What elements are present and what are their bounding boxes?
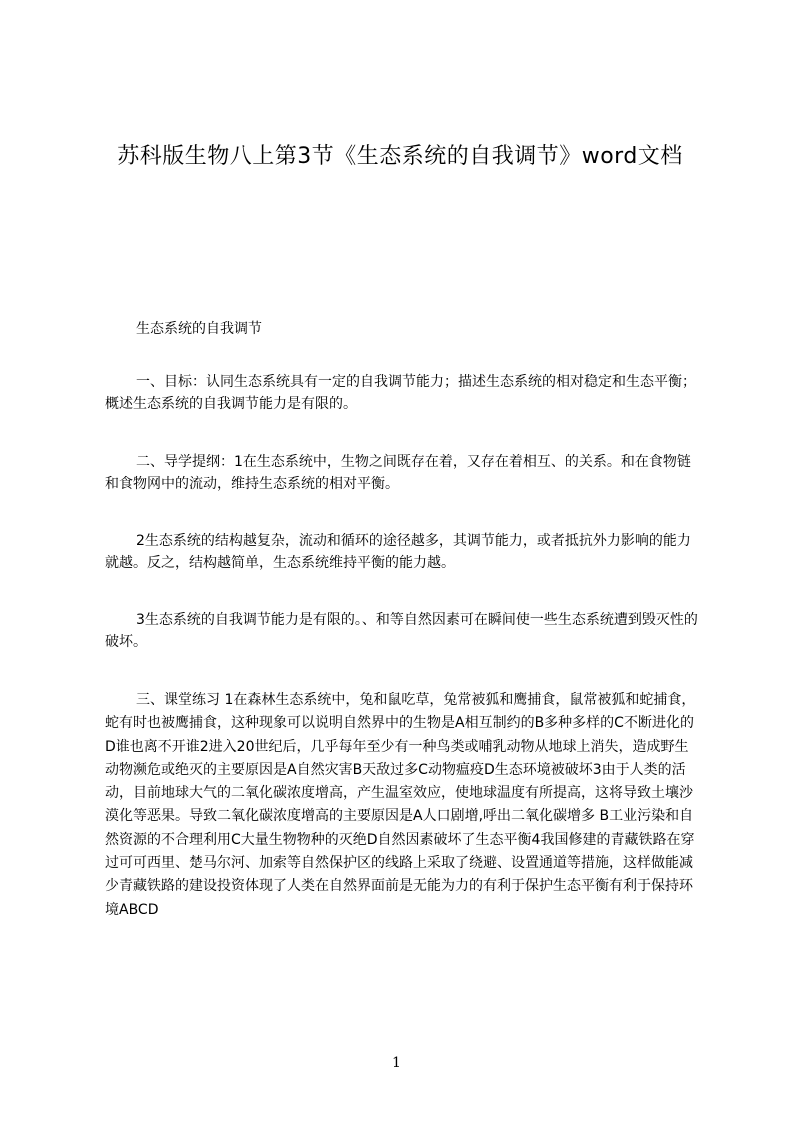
page-number: 1: [392, 1055, 401, 1071]
outline-item-3: 3生态系统的自我调节能力是有限的。、和等自然因素可在瞬间使一些生态系统遭到毁灭性的破坏。: [105, 612, 698, 650]
document-title: 苏科版生物八上第3节《生态系统的自我调节》word文档: [117, 144, 683, 169]
section-heading: 生态系统的自我调节: [136, 321, 262, 337]
outline-paragraph: 二、导学提纲：1在生态系统中，生物之间既存在着，又存在着相互、的关系。和在食物链和食物网中的流动，维持生态系统的相对平衡。: [105, 454, 691, 492]
outline-item-2: 2生态系统的结构越复杂，流动和循环的途径越多，其调节能力，或者抵抗外力影响的能力就越。反之，结构越简单，生态系统维持平衡的能力越。: [105, 533, 691, 571]
exercise-paragraph: 三、课堂练习 1在森林生态系统中，兔和鼠吃草，兔常被狐和鹰捕食，鼠常被狐和蛇捕食，蛇有时也被鹰捕食，这种现象可以说明自然界中的生物是A相互制约的B多种多样的C不断进化的D谁也离不开谁2进入20世纪后，几乎每年至少有一种鸟类或哺乳动物从地球上消失，造成野生动物濒危或绝灭的主要原因是A自然灾害B天敌过多C动物瘟疫D生态环境被破坏3由于人类的活动，目前地球大气的二氧化碳浓度增高，产生温室效应，使地球温度有所提高，这将导致土壤沙漠化等恶果。导致二氧化碳浓度增高的主要原因是A人口剧增,呼出二氧化碳增多 B工业污染和自然资源的不合理利用C大量生物物种的灭绝D自然因素破坏了生态平衡4我国修建的青藏铁路在穿过可可西里、楚马尔河、加索等自然保护区的线路上采取了绕避、设置通道等措施，这样做能减少青藏铁路的建设投资体现了人类在自然界面前是无能为力的有利于保护生态平衡有利于保持环境ABCD: [105, 692, 696, 918]
goal-paragraph: 一、目标：认同生态系统具有一定的自我调节能力；描述生态系统的相对稳定和生态平衡；概述生态系统的自我调节能力是有限的。: [105, 374, 696, 412]
